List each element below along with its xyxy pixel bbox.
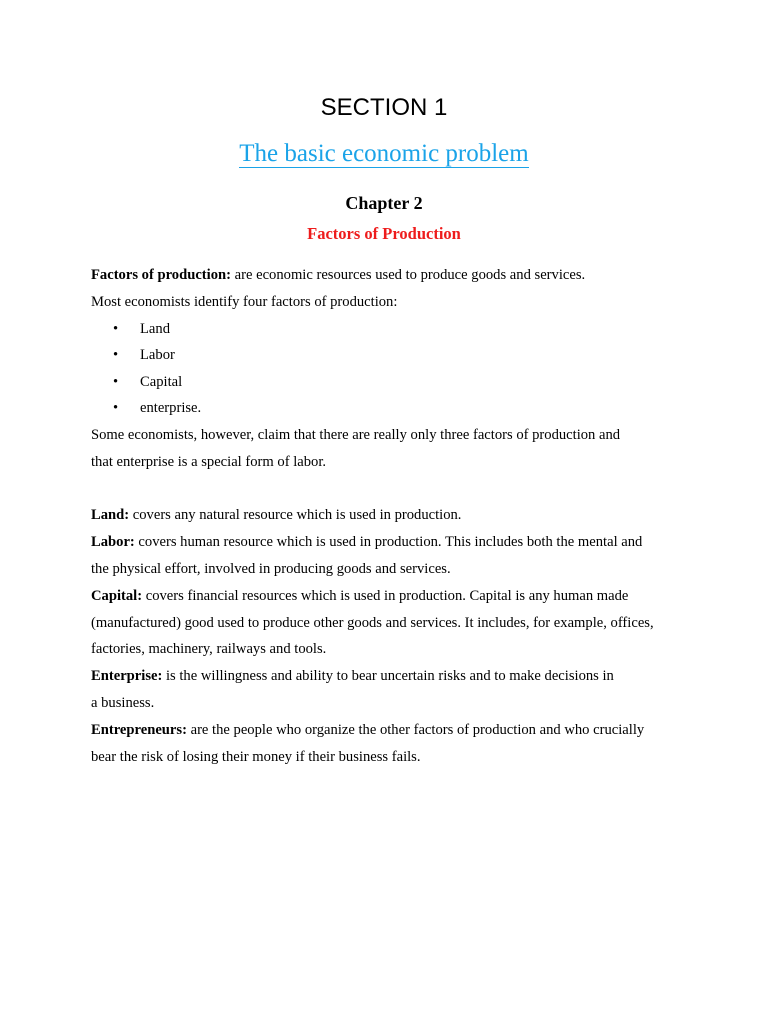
definition-paragraph	[91, 262, 731, 289]
entry-entrepreneurs	[91, 717, 731, 744]
note-line: Some economists, however, claim that there are really only three factors of production and	[91, 426, 621, 443]
definition-term: Factors of production:	[91, 267, 231, 283]
entry-land	[91, 502, 731, 529]
entry-capital	[91, 583, 731, 610]
entry-term: Enterprise:	[91, 668, 163, 685]
list-item-text: enterprise.	[140, 400, 202, 417]
list-item-text: Land	[140, 320, 170, 337]
bullet-icon: •	[113, 400, 119, 417]
entry-entrepreneurs-cont: bear the risk of losing their money if their business fails.	[91, 748, 421, 765]
entry-enterprise	[91, 663, 731, 690]
note-line: that enterprise is a special form of labor.	[91, 453, 327, 470]
entry-enterprise-cont: a business.	[91, 694, 155, 711]
bullet-icon: •	[113, 320, 119, 337]
entry-labor-cont: the physical effort, involved in producing goods and services.	[91, 560, 451, 577]
chapter-heading: Chapter 2	[345, 193, 423, 213]
spacer	[91, 476, 731, 503]
entry-labor	[91, 529, 731, 556]
entry-capital-cont: factories, machinery, railways and tools.	[91, 641, 327, 658]
factors-list	[91, 316, 731, 422]
chapter-subtitle: Factors of Production	[307, 224, 461, 243]
list-item-text: Labor	[140, 347, 175, 364]
topic-title	[0, 136, 768, 172]
entry-term: Entrepreneurs:	[91, 721, 187, 738]
bullet-icon: •	[113, 373, 119, 390]
section-title: SECTION 1	[320, 94, 448, 121]
list-item	[91, 369, 731, 396]
document-body	[91, 262, 731, 770]
entry-text: covers any natural resource which is used in production.	[129, 507, 462, 524]
entry-text: is the willingness and ability to bear uncertain risks and to make decisions in	[162, 668, 614, 685]
entry-text: covers human resource which is used in production. This includes both the mental and	[134, 534, 643, 551]
entry-term: Labor:	[91, 534, 135, 551]
list-item	[91, 342, 731, 369]
list-item	[91, 316, 731, 343]
bullet-icon: •	[113, 347, 119, 364]
entry-term: Land:	[91, 507, 130, 524]
list-item-text: Capital	[140, 373, 183, 390]
definition-text: are economic resources used to produce goods and services.	[230, 267, 586, 283]
entry-text: are the people who organize the other factors of production and who crucially	[186, 721, 645, 738]
entry-text: covers financial resources which is used in production. Capital is any human made	[142, 587, 629, 604]
list-item	[91, 395, 731, 422]
topic-title-text: The basic economic problem	[239, 140, 529, 167]
entry-capital-cont: (manufactured) good used to produce other goods and services. It includes, for example, offices,	[91, 614, 654, 631]
intro-paragraph: Most economists identify four factors of production:	[91, 293, 398, 310]
entry-term: Capital:	[91, 587, 143, 604]
